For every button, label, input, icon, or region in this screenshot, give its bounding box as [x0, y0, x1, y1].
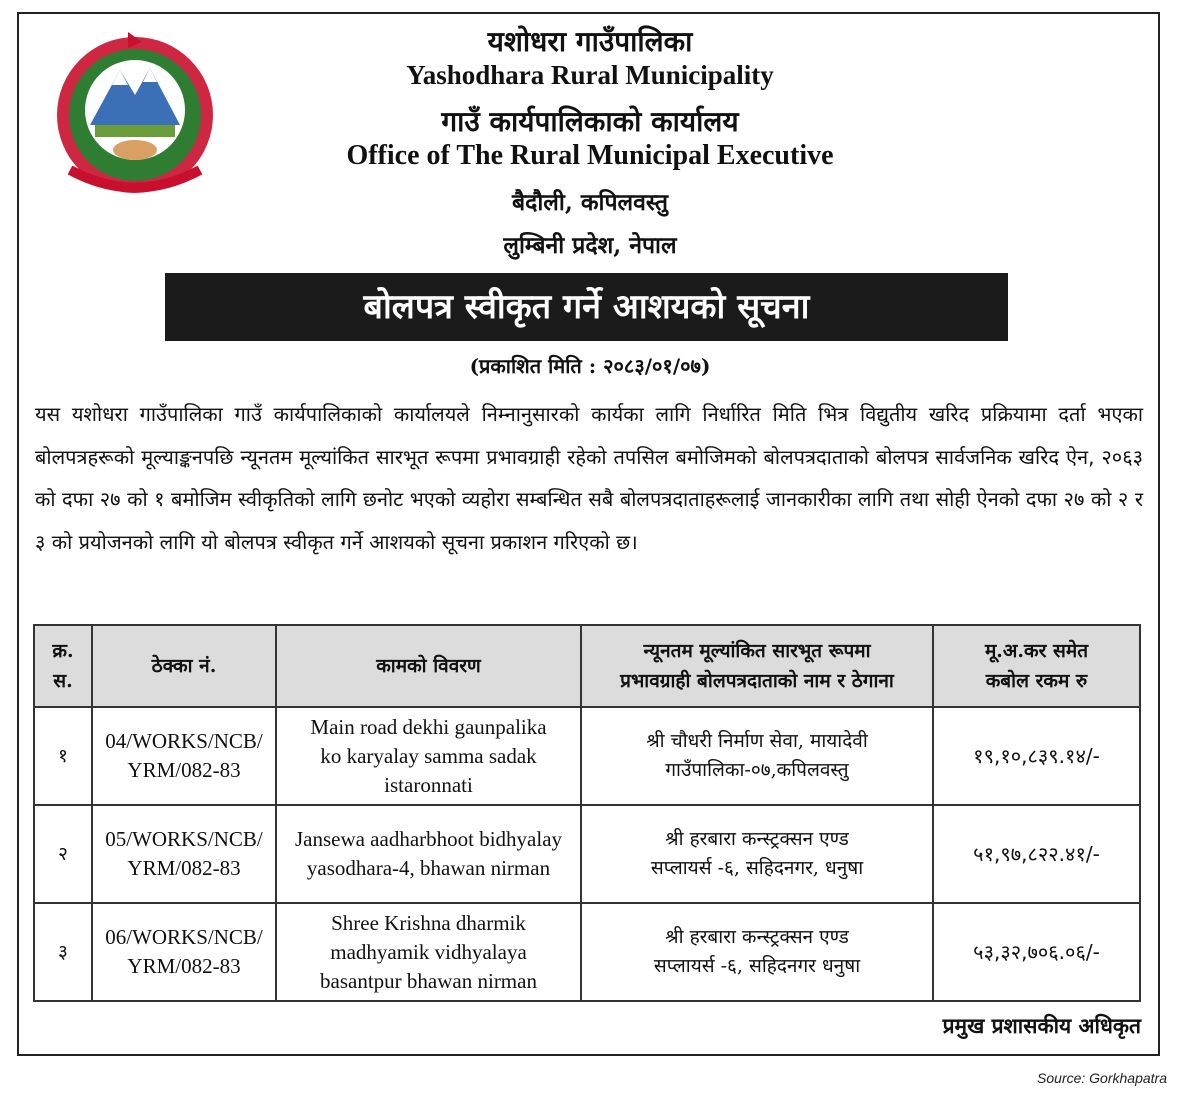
cell-contract-no	[92, 903, 276, 1001]
cell-sn: १	[34, 707, 92, 805]
table-row	[34, 707, 1140, 805]
contract-line1: 04/WORKS/NCB/	[105, 729, 263, 753]
contract-line1: 05/WORKS/NCB/	[105, 827, 263, 851]
office-name-nepali: गाउँ कार्यपालिकाको कार्यालय	[441, 105, 739, 138]
desc-line3: istaronnati	[384, 772, 473, 797]
header-contract-no: ठेक्का नं.	[92, 625, 276, 707]
municipality-name-english: Yashodhara Rural Municipality	[406, 60, 774, 90]
cell-description	[276, 903, 581, 1001]
desc-line1: Shree Krishna dharmik	[331, 910, 526, 935]
desc-line2: ko karyalay samma sadak	[320, 743, 537, 768]
address-line-1: बैदौली, कपिलवस्तु	[512, 189, 668, 216]
header-sn-line1: क्र.	[52, 640, 74, 662]
bidder-line1: श्री हरबारा कन्स्ट्रक्सन एण्ड	[665, 828, 849, 850]
notice-title-banner: बोलपत्र स्वीकृत गर्ने आशयको सूचना	[165, 273, 1008, 341]
signature-title: प्रमुख प्रशासकीय अधिकृत	[942, 1013, 1141, 1038]
header-bidder-line1: न्यूनतम मूल्यांकित सारभूत रूपमा	[643, 640, 871, 662]
bidder-line2: गाउँपालिका-०७,कपिलवस्तु	[665, 759, 849, 781]
cell-bidder	[581, 707, 933, 805]
desc-line1: Main road dekhi gaunpalika	[310, 714, 547, 739]
contract-line2: YRM/082-83	[127, 954, 241, 978]
desc-line3: basantpur bhawan nirman	[320, 968, 537, 993]
header-amount-line1: मू.अ.कर समेत	[984, 640, 1089, 662]
cell-amount: ५३,३२,७०६.०६/-	[933, 903, 1140, 1001]
header-bidder-line2: प्रभावग्राही बोलपत्रदाताको नाम र ठेगाना	[620, 670, 894, 692]
bid-table	[33, 624, 1141, 1002]
contract-line2: YRM/082-83	[127, 758, 241, 782]
bidder-line1: श्री हरबारा कन्स्ट्रक्सन एण्ड	[665, 926, 849, 948]
header-amount	[933, 625, 1140, 707]
cell-sn: २	[34, 805, 92, 903]
table-row	[34, 805, 1140, 903]
table-row	[34, 903, 1140, 1001]
published-date: (प्रकाशित मिति : २०८३/०१/०७)	[469, 354, 711, 378]
table-header-row	[34, 625, 1140, 707]
cell-sn: ३	[34, 903, 92, 1001]
cell-amount: १९,१०,८३९.१४/-	[933, 707, 1140, 805]
header-bidder	[581, 625, 933, 707]
header-description: कामको विवरण	[276, 625, 581, 707]
notice-body: यस यशोधरा गाउँपालिका गाउँ कार्यपालिकाको कार्यालयले निम्नानुसारको कार्यका लागि निर्धारित मिति भित्र विद्युतीय खरिद प्रक्रियामा दर्ता भएका बोलपत्रहरूको मूल्याङ्कनपछि न्यूनतम मूल्यांकित सारभूत रूपमा प्रभावग्राही रहेको तपसिल बमोजिमको बोलपत्रदाताको बोलपत्र सार्वजनिक खरिद ऐन, २०६३ को दफा २७ को १ बमोजिम स्वीकृतिको लागि छनोट भएको व्यहोरा सम्बन्धित सबै बोलपत्रदाताहरूलाई जानकारीका लागि तथा सोही ऐनको दफा २७ को २ र ३ को प्रयोजनको लागि यो बोलपत्र स्वीकृत गर्ने आशयको सूचना प्रकाशन गरिएको छ।	[35, 402, 1143, 554]
bidder-line1: श्री चौधरी निर्माण सेवा, मायादेवी	[646, 730, 868, 752]
header-sn	[34, 625, 92, 707]
municipality-name-nepali: यशोधरा गाउँपालिका	[487, 25, 693, 58]
desc-line2: yasodhara-4, bhawan nirman	[306, 856, 551, 880]
cell-contract-no	[92, 805, 276, 903]
cell-description	[276, 707, 581, 805]
cell-bidder	[581, 805, 933, 903]
cell-description	[276, 805, 581, 903]
contract-line1: 06/WORKS/NCB/	[105, 925, 263, 949]
source-credit: Source: Gorkhapatra	[1037, 1070, 1167, 1086]
bidder-line2: सप्लायर्स -६, सहिदनगर, धनुषा	[650, 857, 864, 879]
desc-line2: madhyamik vidhyalaya	[330, 939, 527, 964]
office-name-english: Office of The Rural Municipal Executive	[346, 140, 834, 171]
cell-amount: ५१,९७,८२२.४१/-	[933, 805, 1140, 903]
cell-bidder	[581, 903, 933, 1001]
desc-line1: Jansewa aadharbhoot bidhyalay	[294, 827, 563, 851]
header-amount-line2: कबोल रकम रु	[985, 670, 1088, 692]
contract-line2: YRM/082-83	[127, 856, 241, 880]
bidder-line2: सप्लायर्स -६, सहिदनगर धनुषा	[653, 955, 861, 977]
header-sn-line2: स.	[53, 670, 73, 692]
nepal-government-emblem-icon	[50, 30, 220, 205]
address-line-2: लुम्बिनी प्रदेश, नेपाल	[503, 232, 677, 259]
cell-contract-no	[92, 707, 276, 805]
